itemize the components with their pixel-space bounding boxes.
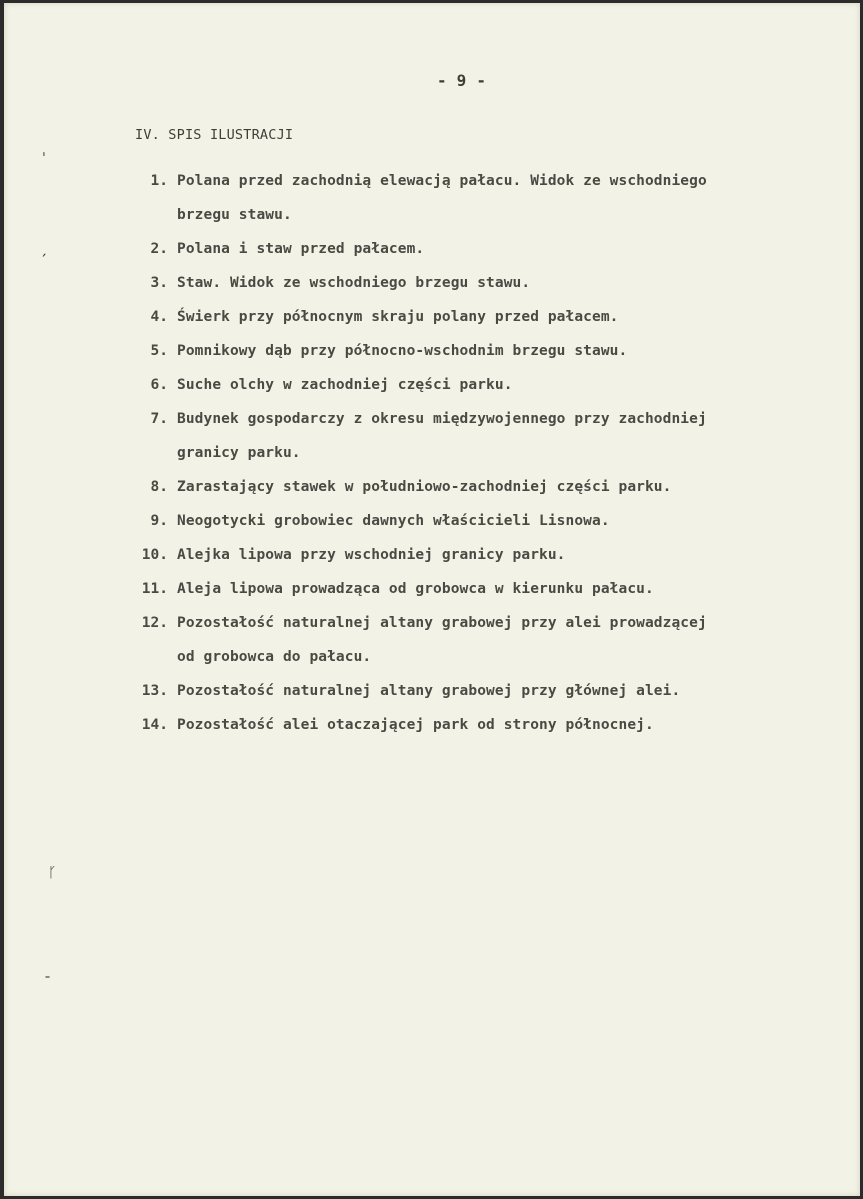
list-item-number: 6.: [150, 377, 168, 393]
list-item-number: 13.: [141, 683, 168, 699]
list-item-number: 12.: [141, 615, 168, 631]
list-item-number: 1.: [150, 173, 168, 189]
list-item-text: Polana i staw przed pałacem.: [177, 241, 425, 257]
list-item-text: Suche olchy w zachodniej części parku.: [177, 377, 513, 393]
list-item-text: Pozostałość alei otaczającej park od strony północnej.: [177, 717, 654, 733]
list-item-number: 2.: [150, 241, 168, 257]
list-item-text: Pozostałość naturalnej altany grabowej przy głównej alei.: [177, 683, 681, 699]
section-heading: IV. SPIS ILUSTRACJI: [135, 127, 294, 143]
list-item-text: od grobowca do pałacu.: [177, 649, 372, 665]
list-item-text: Pozostałość naturalnej altany grabowej przy alei prowadzącej: [177, 615, 707, 631]
list-item-text: Zarastający stawek w południowo-zachodniej części parku.: [177, 479, 672, 495]
list-item-text: Polana przed zachodnią elewacją pałacu. Widok ze wschodniego: [177, 173, 707, 189]
list-item-number: 5.: [150, 343, 168, 359]
list-item-number: 4.: [150, 309, 168, 325]
list-item-text: Świerk przy północnym skraju polany przed pałacem.: [177, 309, 619, 325]
list-item-text: brzegu stawu.: [177, 207, 292, 223]
list-item-text: Alejka lipowa przy wschodniej granicy parku.: [177, 547, 566, 563]
list-item-text: Aleja lipowa prowadząca od grobowca w kierunku pałacu.: [177, 581, 654, 597]
list-item-text: Staw. Widok ze wschodniego brzegu stawu.: [177, 275, 531, 291]
page-number: - 9 -: [437, 71, 487, 90]
list-item-number: 8.: [150, 479, 168, 495]
margin-tick-mark: ˉ: [44, 975, 51, 991]
list-item-number: 3.: [150, 275, 168, 291]
list-item-number: 9.: [150, 513, 168, 529]
list-item-number: 7.: [150, 411, 168, 427]
list-item-text: Pomnikowy dąb przy północno-wschodnim brzegu stawu.: [177, 343, 628, 359]
document-page: [4, 3, 860, 1196]
list-item-number: 10.: [141, 547, 168, 563]
margin-tick-mark: ᚴ: [48, 865, 57, 881]
list-item-number: 11.: [141, 581, 168, 597]
list-item-text: granicy parku.: [177, 445, 301, 461]
list-item-number: 14.: [141, 717, 168, 733]
margin-tick-mark: ˏ: [40, 241, 47, 257]
margin-tick-mark: ˈ: [42, 151, 46, 167]
list-item-text: Budynek gospodarczy z okresu międzywojennego przy zachodniej: [177, 411, 707, 427]
list-item-text: Neogotycki grobowiec dawnych właścicieli Lisnowa.: [177, 513, 610, 529]
